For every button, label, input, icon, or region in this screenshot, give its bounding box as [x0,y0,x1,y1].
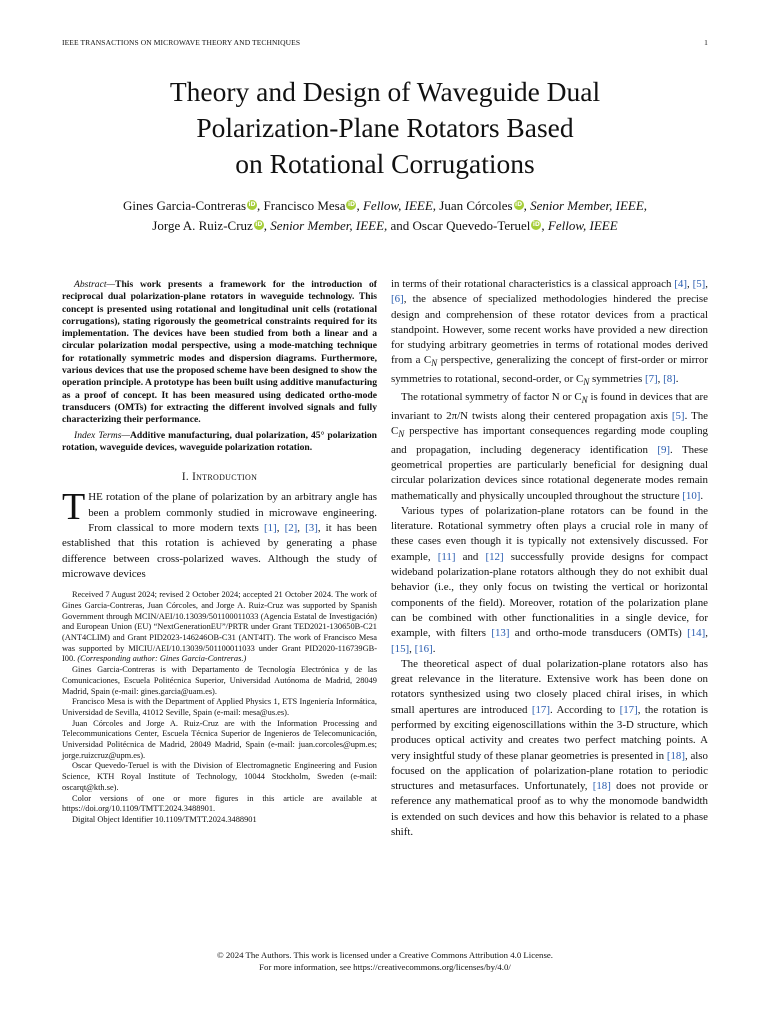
author-name: Francisco Mesa [263,198,346,213]
paragraph-text: . These geometrical properties are particularly beneficial for designing dual circular polarization devices since rotational degenerate modes remain mathematically and physically uncoupled throughout the structure [391,443,708,502]
paragraph-text: does not provide or reference any mathematical proof as to why the monomode bandwidth is extended on such devices and how this behavior is related to a phase shift. [391,780,709,839]
license-line: © 2024 The Authors. This work is licensed under a Creative Commons Attribution 4.0 License. [217,950,553,960]
body-paragraph: in terms of their rotational characteristics is a classical approach [4], [5], [6], the absence of specialized methodologies hindered the precise design and comprehension of these rotator devices from a practical standpoint. However, some recent works have provided a new direction for studying arbitrary geometries in terms of rotational modes derived from a $C_N$ perspective, generalizing the concept of first-order or mirror symmetries to rotational, second-order, or $C_N$ symmetries [7], [8]. [391,278,708,388]
drop-cap: T [62,486,86,529]
footnote: Oscar Quevedo-Teruel is with the Division of Electromagnetic Engineering and Fusion Science, KTH Royal Institute of Technology, 10044 Stockholm, Sweden (e-mail: oscarqt@kth.se). [62,761,377,792]
index-terms-text: Additive manufacturing, dual polarization, 45° polarization rotation, waveguide devices, waveguide polarization rotation. [62,429,378,453]
paragraph-text: . According to [549,703,620,716]
citation-link[interactable]: [9] [657,443,671,456]
paragraph-text: successfully provide designs for compact wideband polarization-plane rotators although they do not exhibit dual behavior (i.e., they only focus on twisting the vertical or horizontal components of the field). Moreover, rotation of the polarization plane can be combined with other functionalities in a single device, for example, with filters [391,550,709,640]
paragraph-text: . The C [391,409,709,438]
paper-title [62,74,708,182]
left-column [62,279,377,826]
citation-link[interactable]: [4] [674,278,687,290]
right-column [391,277,708,840]
author-name: Jorge A. Ruiz-Cruz [152,218,253,233]
orcid-icon[interactable]: iD [248,201,256,208]
paragraph-text: symmetries [589,372,645,385]
author-role: Fellow, IEEE [362,198,433,213]
paragraph-text: perspective has important consequences regarding mode coupling and propagation, including degeneracy identification [391,425,708,456]
footnote-text: Received 7 August 2024; revised 2 October 2024; accepted 21 October 2024. The work of Gines Garcia-Contreras, Juan Córcoles, and Jorge A. Ruiz-Cruz was supported by Spanish Government through MCIN/AEI/10.13039/501100011033 (Agencia Estatal de Investigación) and European Union (EU) “NextGenerationEU”/PRTR under Grant TED2021-130650B-C21 (ANT4CLIM) and Grant PID2023-146246OB-C31 (ANT4IT). The work of Francisco Mesa was supported by MICIU/AEI/10.13039/501100011033 under Grant PID2020-116739GB-I00. [62,590,377,664]
citation-link[interactable]: [12] [485,550,504,563]
body-paragraph [391,657,708,841]
index-terms: Index Terms—Additive manufacturing, dual polarization, 45° polarization rotation, waveguide devices, waveguide polarization rotation. [62,429,378,453]
title-line: Theory and Design of Waveguide Dual [169,76,601,107]
abstract-text: This work presents a framework for the introduction of reciprocal dual polarization-plane rotators in waveguide technology. This concept is presented using rotational and longitudinal unit cells (rotational corrugations), stating rigorously the geometrical constraints required for its implementation. The devices have been studied from both a linear and a circular polarization modal perspective, using a mode-matching technique for rotationally symmetric modes and dispersion diagrams. Furthermore, various devices that use the proposed scheme have been designed to show the operation principle. A prototype has been built using additive manufacturing as a proof of concept. It has been measured using dedicated ortho-mode transducers (OMTs) for extracting the different involved signals and fully characterizing their performance. [62,279,377,426]
corresponding-author: (Corresponding author: Gines Garcia-Contreras.) [77,654,247,664]
author-list [62,196,708,236]
journal-name: IEEE TRANSACTIONS ON MICROWAVE THEORY AND TECHNIQUES [62,38,301,47]
index-terms-label: Index Terms [74,429,122,441]
citation-link[interactable]: [16] [414,642,433,655]
author-role: Senior Member, IEEE, [270,218,388,233]
orcid-icon[interactable]: iD [347,201,355,208]
title-line: on Rotational Corrugations [235,148,535,179]
citation-link[interactable]: [11] [437,550,456,563]
author-role: Senior Member, IEEE, [530,198,648,213]
footnotes [62,590,377,825]
citation-link[interactable]: [13] [491,627,510,640]
paragraph-text: and ortho-mode transducers (OMTs) [509,627,688,640]
paragraph-text: Various types of polarization-plane rotators can be found in the literature. Rotational symmetry often plays a crucial role in many of these cases even though it is typically not extensively discussed. For example, [391,504,708,563]
author-name: Juan Córcoles [439,198,513,213]
citation-link[interactable]: [10] [682,489,701,502]
footnote [62,590,377,665]
author-line: Gines Garcia-Contreras iD, Francisco Mesa iD, Fellow, IEEE, Juan Córcoles iD, Senior Member, IEEE, [122,198,648,213]
license-notice [62,950,708,973]
citation-link[interactable]: [18] [592,780,611,793]
author-role: Fellow, IEEE [547,218,618,233]
paragraph-text: The rotational symmetry of factor N or C [401,391,582,404]
subscript: N [431,358,438,369]
subscript: N [583,377,590,388]
abstract-label: Abstract [74,279,107,290]
citation-link[interactable]: [15] [391,642,410,655]
footnote: Juan Córcoles and Jorge A. Ruiz-Cruz are with the Information Processing and Telecommunications Center, Escuela Técnica Superior de Ingenieros de Telecomunicación, Universidad Politécnica de Madrid, 28049 Madrid, Spain (e-mail: juan.corcoles@upm.es; jorge.ruizcruz@upm.es). [62,718,377,760]
citation-link[interactable]: [17] [619,703,638,716]
citation-link[interactable]: [14] [687,627,706,640]
title-line: Polarization-Plane Rotators Based [196,112,574,143]
body-paragraph: Various types of polarization-plane rotators can be found in the literature. Rotational symmetry often plays a crucial role in many of these cases even though it is typically not extensively discussed. For example, [11] and [12] successfully provide designs for compact wideband polarization-plane rotators although they do not exhibit dual behavior (i.e., they only focus on twisting the vertical or horizontal components of the field). Moreover, rotation of the polarization plane can be combined with other functionalities in a single device, for example, with filters [13] and ortho-mode transducers (OMTs) [14], [15], [16]. [391,504,709,655]
section-number: I. [181,471,189,484]
author-name: Gines Garcia-Contreras [122,198,247,213]
footnote: Color versions of one or more figures in this article are available at https://doi.org/10.1109/TMTT.2024.3488901. [62,793,377,814]
subscript: N [581,395,588,406]
paragraph-text: , it has been established that this rotation is achieved by generating a phase difference between cross-polarized waves. Although the study of microwave devices [62,522,377,580]
intro-paragraph: THE rotation of the plane of polarization by an arbitrary angle has been a problem commonly studied in microwave engineering. From classical to more modern texts [1], [2], [3], it has been established that this rotation is achieved by generating a phase difference between cross-polarized waves. Although the study of microwave devices [62,486,377,580]
section-heading [62,470,377,485]
orcid-icon[interactable]: iD [532,221,540,228]
paragraph-text: and [455,550,486,563]
author-name: Oscar Quevedo-Teruel [412,218,531,233]
license-line: For more information, see https://creativecommons.org/licenses/by/4.0/ [259,961,511,972]
running-header [62,38,708,47]
citation-link[interactable]: [8] [663,372,676,385]
paragraph-text: perspective, generalizing the concept of first-order or mirror symmetries to rotational, second-order, or C [391,354,708,385]
orcid-icon[interactable]: iD [255,221,263,228]
orcid-icon[interactable]: iD [515,201,523,208]
paragraph-text: , the rotation is performed by exciting eigenoscillations within the 3-D structure, which produces optical activity and creates two perfect matching points. A very insightful study of these planar geometries is presented in [391,703,709,762]
footnote: Francisco Mesa is with the Department of Applied Physics 1, ETS Ingeniería Informática, Universidad de Sevilla, 41012 Seville, Spain (e-mail: mesa@us.es). [62,697,377,717]
citation-link[interactable]: [6] [391,293,404,306]
paragraph-text: is found in devices that are invariant to 2π/N twists along their centered propagation axis [391,391,708,422]
citation-link[interactable]: [18] [666,749,685,762]
citation-link[interactable]: [5] [692,278,706,290]
citation-link[interactable]: [5] [671,409,685,422]
citation-link[interactable]: [2] [284,522,298,535]
page-number: 1 [704,38,708,47]
citation-link[interactable]: [3] [305,522,318,535]
abstract: Abstract—This work presents a framework for the introduction of reciprocal dual polarization-plane rotators in waveguide technology. This concept is presented using rotational and longitudinal unit cells (rotational corrugations), stating rigorously the geometrical constraints required for its implementation. The devices have been studied from both a linear and a circular polarization modal perspective, using a mode-matching technique for rotationally symmetric modes and dispersion diagrams. Furthermore, various devices that use the proposed scheme have been designed to show the operation principle. A prototype has been built using additive manufacturing as a proof of concept. It has been measured using dedicated ortho-mode transducers (OMTs) for extracting the different involved signals and fully characterizing their performance. [62,279,377,426]
author-line: Jorge A. Ruiz-Cruz iD, Senior Member, IEEE, and Oscar Quevedo-Teruel iD, Fellow, IEEE [152,218,618,233]
paragraph-text: in terms of their rotational characteristics is a classical approach [391,278,675,290]
paragraph-text: The theoretical aspect of dual polarization-plane rotators also has great relevance in the literature. Extensive work has been done on rotators synthesized using two closely placed chiral irises, in which small apertures are introduced [391,657,708,716]
citation-link[interactable]: [17] [531,703,550,716]
paragraph-text: HE rotation of the plane of polarization by an arbitrary angle has been a problem commonly studied in microwave engineering. From classical to more modern texts [88,491,377,535]
paragraph-text: , the absence of specialized methodologies hindered the precise design and comprehension of these rotator devices from a practical standpoint. However, some recent works have provided a new direction for studying arbitrary geometries in terms of rotational modes derived from a C [391,293,708,367]
paragraph-text: , also focused on the application of polarization-plane rotation to periodic structures and metasurfaces. Unfortunately, [391,749,708,793]
citation-link[interactable]: [7] [644,372,658,385]
body-paragraph: The rotational symmetry of factor N or $C_N$ is found in devices that are invariant to 2π/N twists along their centered propagation axis [5]. The $C_N$ perspective has important consequences regarding mode coupling and propagation, including degeneracy identification [9]. These geometrical properties are particularly beneficial for designing dual circular polarization devices since rotational degenerate modes remain mathematically and physically uncoupled throughout the structure [10]. [391,391,709,502]
footnote: Gines Garcia-Contreras is with Departamento de Tecnología Electrónica y de las Comunicaciones, Escuela Politécnica Superior, Universidad Autónoma de Madrid, 28049 Madrid, Spain (e-mail: gines.garcia@uam.es). [62,665,377,696]
footnote: Digital Object Identifier 10.1109/TMTT.2024.3488901 [72,815,257,824]
subscript: N [398,429,405,440]
citation-link[interactable]: [1] [264,522,277,535]
section-title: Introduction [192,471,258,484]
